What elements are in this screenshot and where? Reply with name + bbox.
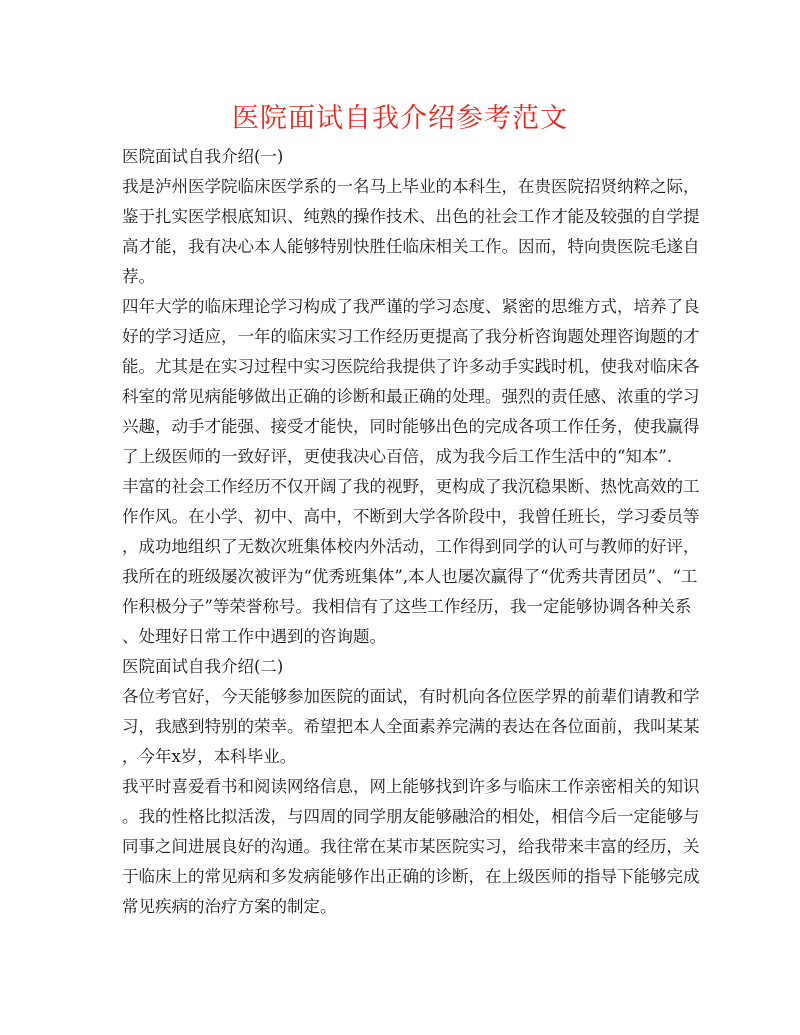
- text-line: 了上级医师的一致好评，更使我决心百倍，成为我今后工作生活中的“知本”.: [122, 447, 673, 466]
- text-line: 我所在的班级屡次被评为“优秀班集体”,本人也屡次赢得了“优秀共青团员”、“工: [122, 567, 698, 586]
- text-line: 作积极分子”等荣誉称号。我相信有了这些工作经历，我一定能够协调各种关系: [122, 597, 692, 616]
- text-line: 各位考官好，今天能够参加医院的面试，有时机向各位医学界的前辈们请教和学: [122, 687, 700, 706]
- text-line: ，成功地组织了无数次班集体校内外活动，工作得到同学的认可与教师的好评，: [122, 537, 700, 556]
- text-line: 好的学习适应，一年的临床实习工作经历更提高了我分析咨询题处理咨询题的才: [122, 327, 700, 346]
- text-line: 。我的性格比拟活泼，与四周的同学朋友能够融洽的相处，相信今后一定能够与: [122, 807, 700, 826]
- text-line: 同事之间进展良好的沟通。我往常在某市某医院实习，给我带来丰富的经历，关: [122, 837, 700, 856]
- text-line: 能。尤其是在实习过程中实习医院给我提供了许多动手实践时机，使我对临床各: [122, 357, 700, 376]
- text-line: 兴趣，动手才能强、接受才能快，同时能够出色的完成各项工作任务，使我赢得: [122, 417, 700, 436]
- text-line: 医院面试自我介绍(一): [122, 147, 284, 166]
- text-line: 常见疾病的治疗方案的制定。: [122, 897, 337, 916]
- document-body: [122, 142, 700, 922]
- text-line: 丰富的社会工作经历不仅开阔了我的视野，更构成了我沉稳果断、热忱高效的工: [122, 477, 700, 496]
- text-line: 荐。: [122, 267, 155, 286]
- text-line: 于临床上的常见病和多发病能够作出正确的诊断，在上级医师的指导下能够完成: [122, 867, 700, 886]
- text-line: 我是泸州医学院临床医学系的一名马上毕业的本科生，在贵医院招贤纳粹之际，: [122, 177, 700, 196]
- text-line: 科室的常见病能够做出正确的诊断和最正确的处理。强烈的责任感、浓重的学习: [122, 387, 700, 406]
- text-line: 我平时喜爱看书和阅读网络信息，网上能够找到许多与临床工作亲密相关的知识: [122, 777, 700, 796]
- text-line: 四年大学的临床理论学习构成了我严谨的学习态度、紧密的思维方式，培养了良: [122, 297, 700, 316]
- text-line: 习，我感到特别的荣幸。希望把本人全面素养完满的表达在各位面前，我叫某某: [122, 717, 700, 736]
- text-line: 鉴于扎实医学根底知识、纯熟的操作技术、出色的社会工作才能及较强的自学提: [122, 207, 700, 226]
- text-line: 高才能，我有决心本人能够特别快胜任临床相关工作。因而，特向贵医院毛遂自: [122, 237, 700, 256]
- text-line: ，今年x岁，本科毕业。: [122, 747, 297, 766]
- document-title: 医院面试自我介绍参考范文: [232, 103, 568, 134]
- text-line: 医院面试自我介绍(二): [122, 657, 284, 676]
- text-line: 、处理好日常工作中遇到的咨询题。: [122, 627, 386, 646]
- text-line: 作作风。在小学、初中、高中，不断到大学各阶段中，我曾任班长，学习委员等: [122, 507, 700, 526]
